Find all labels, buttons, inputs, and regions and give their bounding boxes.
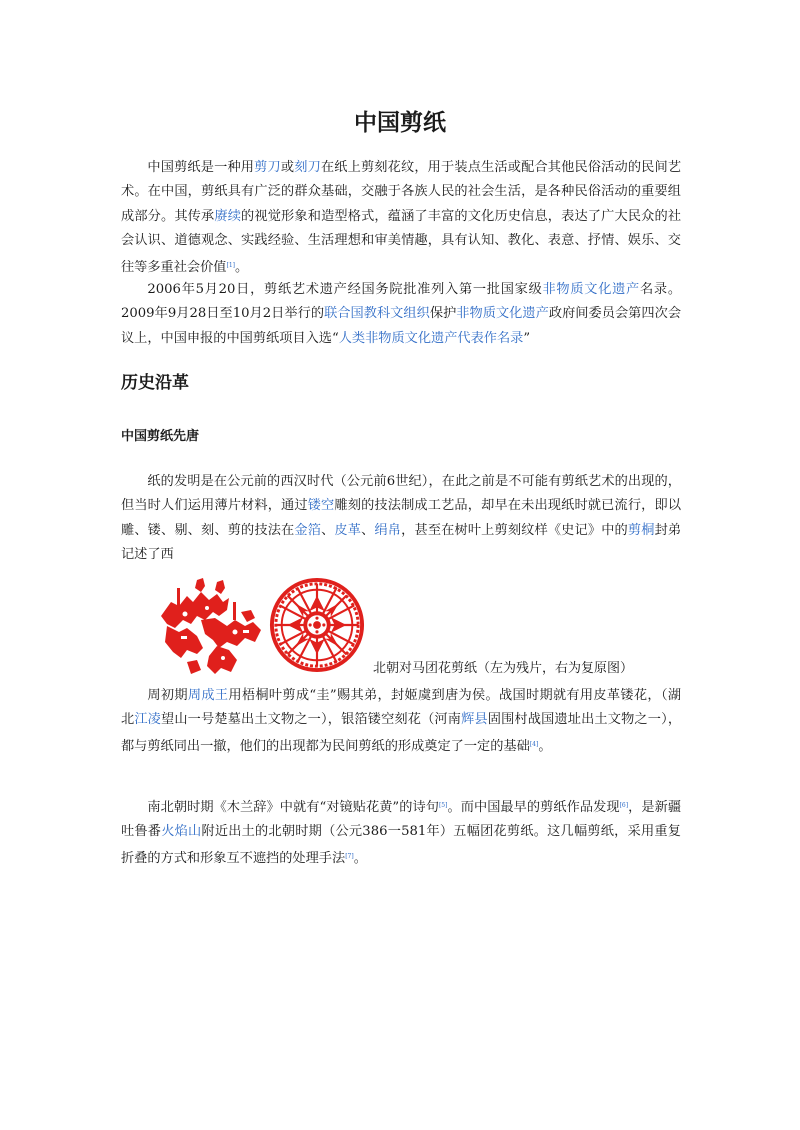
link-intangible-heritage[interactable]: 非物质文化遗产 <box>542 282 640 297</box>
text: 用梧桐叶剪成“圭”赐其弟，封姬虞到唐为侯。战国时期就有用皮革镂花，（湖北 <box>121 688 682 728</box>
link-flaming-mountains[interactable]: 火焰山 <box>161 824 202 840</box>
text: 。 <box>538 738 552 754</box>
link-huixian[interactable]: 辉县 <box>461 712 488 728</box>
nanbei-paragraph <box>121 794 681 871</box>
reference-link[interactable]: [7] <box>345 852 354 860</box>
link-jiantong[interactable]: 剪桐 <box>627 522 655 538</box>
zhou-paragraph <box>121 684 681 759</box>
text: 附近出土的北朝时期（公元386一581年）五幅团花剪纸。这几幅剪纸，采用重复折叠的方式和形象互不遮挡的处理手法 <box>121 824 681 866</box>
text: 雕刻的技法制成工艺品，却早在未出现纸时就已流行，即以雕、镂、剔、刻、剪的技法在 <box>121 498 682 538</box>
text: 。 <box>353 850 367 866</box>
link-intangible-heritage-2[interactable]: 非物质文化遗产 <box>456 306 549 322</box>
link-unesco[interactable]: 联合国教科文组织 <box>324 306 430 322</box>
figure-caption: 北朝对马团花剪纸（左为残片，右为复原图） <box>373 661 634 676</box>
text: 纸的发明是在公元前的西汉时代（公元前6世纪），在此之前是不可能有剪纸艺术的出现的，但当时人们运用薄片材料，通过 <box>121 474 681 514</box>
section-heading-history: 历史沿革 <box>121 373 189 393</box>
link-carving-knife[interactable]: 刻刀 <box>294 160 321 175</box>
text: 。而中国最早的剪纸作品发现 <box>447 800 620 815</box>
reference-link[interactable]: [1] <box>226 261 235 269</box>
link-gengxu[interactable]: 赓续 <box>214 208 242 224</box>
reference-link[interactable]: [5] <box>438 802 448 809</box>
link-scissors[interactable]: 剪刀 <box>254 160 281 175</box>
text: 封弟记述了西 <box>121 522 682 563</box>
heritage-paragraph <box>121 278 681 351</box>
text: 保护 <box>429 306 457 322</box>
text: 望山一号楚墓出土文物之一），银箔镂空刻花（河南 <box>161 712 462 728</box>
text: 的视觉形象和造型格式，蕴涵了丰富的文化历史信息，表达了广大民众的社会认识、道德观念、实践经验、生活理想和审美情趣，具有认知、教化、表意、抒情、娱乐、交往等多重社会价值 <box>121 208 682 275</box>
text: ” <box>523 330 531 346</box>
text: 中国剪纸是一种用 <box>147 160 255 175</box>
link-representative-list[interactable]: 人类非物质文化遗产代表作名录 <box>338 330 524 346</box>
papercut-fragment-image <box>157 576 267 676</box>
text: 固围村战国遗址出土文物之一），都与剪纸同出一撤，他们的出现都为民间剪纸的形成奠定了一定的基础 <box>121 712 682 754</box>
link-leather[interactable]: 皮革 <box>334 522 362 538</box>
text: 、 <box>361 522 375 538</box>
text: 周初期 <box>147 688 188 703</box>
text: 2006年5月20日，剪纸艺术遗产经国务院批准列入第一批国家级 <box>147 282 543 297</box>
text: ，是新疆吐鲁番 <box>121 800 682 840</box>
link-openwork[interactable]: 镂空 <box>307 498 335 514</box>
text: 或 <box>280 160 295 175</box>
page-title: 中国剪纸 <box>354 110 446 136</box>
papercut-rosette-image <box>268 576 366 674</box>
text: 。 <box>235 259 249 275</box>
text: 、 <box>321 522 335 538</box>
text: 政府间委员会第四次会议上，中国申报的中国剪纸项目入选“ <box>121 306 682 346</box>
origin-paragraph <box>121 470 681 568</box>
link-king-cheng[interactable]: 周成王 <box>187 688 229 703</box>
reference-link[interactable]: [4] <box>529 740 539 748</box>
subsection-heading-pre-tang: 中国剪纸先唐 <box>121 429 200 444</box>
link-silk[interactable]: 绢帛 <box>374 522 402 538</box>
text: ，甚至在树叶上剪刻纹样《史记》中的 <box>401 522 628 538</box>
link-gold-foil[interactable]: 金箔 <box>294 522 322 538</box>
text: 南北朝时期《木兰辞》中就有“对镜贴花黄”的诗句 <box>147 800 439 815</box>
text: 在纸上剪刻花纹，用于装点生活或配合其他民俗活动的民间艺术。在中国，剪纸具有广泛的群众基础，交融于各族人民的社会生活，是各种民俗活动的重要组成部分。其传承 <box>121 160 682 224</box>
reference-link[interactable]: [6] <box>619 802 629 809</box>
intro-paragraph <box>121 156 681 280</box>
link-jiangling[interactable]: 江凌 <box>134 712 162 728</box>
text: 名录。2009年9月28日至10月2日举行的 <box>121 282 682 322</box>
